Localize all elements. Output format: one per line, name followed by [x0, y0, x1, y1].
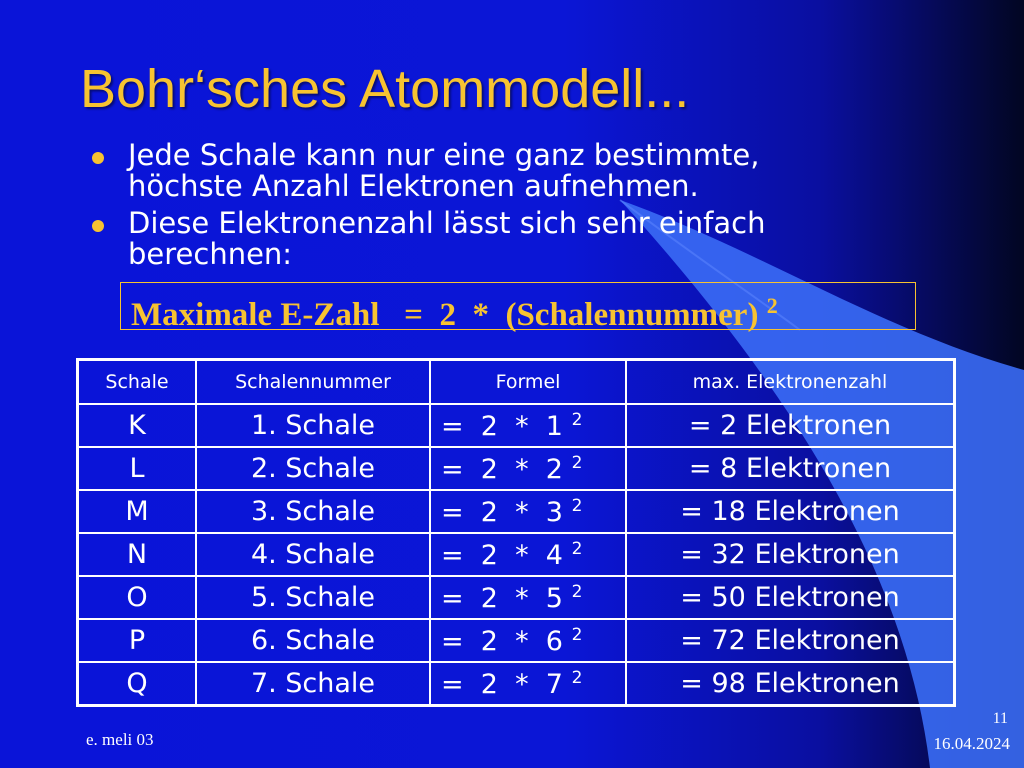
cell-schale: Q — [78, 662, 197, 706]
cell-schale: M — [78, 490, 197, 533]
cell-schalennummer: 2. Schale — [196, 447, 430, 490]
cell-max-elektronenzahl: = 8 Elektronen — [626, 447, 955, 490]
formula-box — [120, 282, 916, 333]
formel-exponent: 2 — [571, 581, 583, 602]
formula-text: Maximale E-Zahl = 2 * (Schalennummer) — [131, 297, 767, 333]
column-header-schalennummer: Schalennummer — [196, 360, 430, 405]
bullet-dot-icon — [92, 220, 104, 232]
formel-exponent: 2 — [571, 538, 583, 559]
table-row — [78, 662, 955, 706]
formel-text: = 2 * 1 — [441, 410, 572, 442]
cell-formel — [430, 576, 626, 619]
formel-text: = 2 * 2 — [441, 453, 572, 485]
bullet-text: Diese Elektronenzahl lässt sich sehr einfach berechnen: — [128, 206, 766, 271]
bullet-list — [88, 140, 988, 276]
cell-max-elektronenzahl: = 50 Elektronen — [626, 576, 955, 619]
table-row — [78, 576, 955, 619]
cell-schale: K — [78, 404, 197, 447]
column-header-schale: Schale — [78, 360, 197, 405]
table-row — [78, 533, 955, 576]
cell-max-elektronenzahl: = 32 Elektronen — [626, 533, 955, 576]
formel-exponent: 2 — [571, 667, 583, 688]
page-number: 11 — [992, 710, 1008, 727]
bullet-dot-icon — [92, 152, 104, 164]
table-row — [78, 404, 955, 447]
cell-schale: O — [78, 576, 197, 619]
cell-formel — [430, 404, 626, 447]
cell-formel — [430, 662, 626, 706]
bullet-text: Jede Schale kann nur eine ganz bestimmte, höchste Anzahl Elektronen aufnehmen. — [128, 138, 760, 203]
table-row — [78, 619, 955, 662]
cell-schalennummer: 6. Schale — [196, 619, 430, 662]
formel-text: = 2 * 5 — [441, 582, 572, 614]
bullet-item — [88, 140, 988, 202]
cell-max-elektronenzahl: = 2 Elektronen — [626, 404, 955, 447]
footer-date: 16.04.2024 — [933, 734, 1010, 753]
column-header-max-elektronenzahl: max. Elektronenzahl — [626, 360, 955, 405]
cell-schalennummer: 3. Schale — [196, 490, 430, 533]
column-header-formel: Formel — [430, 360, 626, 405]
footer-author: e. meli 03 — [86, 730, 154, 749]
cell-schalennummer: 1. Schale — [196, 404, 430, 447]
formel-exponent: 2 — [571, 452, 583, 473]
formel-text: = 2 * 6 — [441, 625, 572, 657]
slide-title: Bohr‘sches Atommodell... — [80, 59, 690, 119]
cell-max-elektronenzahl: = 18 Elektronen — [626, 490, 955, 533]
formel-text: = 2 * 7 — [441, 668, 572, 700]
cell-schalennummer: 4. Schale — [196, 533, 430, 576]
formel-exponent: 2 — [571, 495, 583, 516]
formel-text: = 2 * 4 — [441, 539, 572, 571]
cell-schale: N — [78, 533, 197, 576]
electron-table — [76, 358, 956, 707]
table-header-row — [78, 360, 955, 405]
formel-exponent: 2 — [571, 624, 583, 645]
cell-formel — [430, 533, 626, 576]
cell-formel — [430, 490, 626, 533]
cell-schale: L — [78, 447, 197, 490]
cell-formel — [430, 447, 626, 490]
cell-schale: P — [78, 619, 197, 662]
table-row — [78, 447, 955, 490]
cell-max-elektronenzahl: = 72 Elektronen — [626, 619, 955, 662]
formel-text: = 2 * 3 — [441, 496, 572, 528]
table-row — [78, 490, 955, 533]
cell-schalennummer: 5. Schale — [196, 576, 430, 619]
cell-formel — [430, 619, 626, 662]
formula-exponent: 2 — [766, 293, 778, 318]
cell-max-elektronenzahl: = 98 Elektronen — [626, 662, 955, 706]
cell-schalennummer: 7. Schale — [196, 662, 430, 706]
formel-exponent: 2 — [571, 409, 583, 430]
bullet-item — [88, 208, 988, 270]
